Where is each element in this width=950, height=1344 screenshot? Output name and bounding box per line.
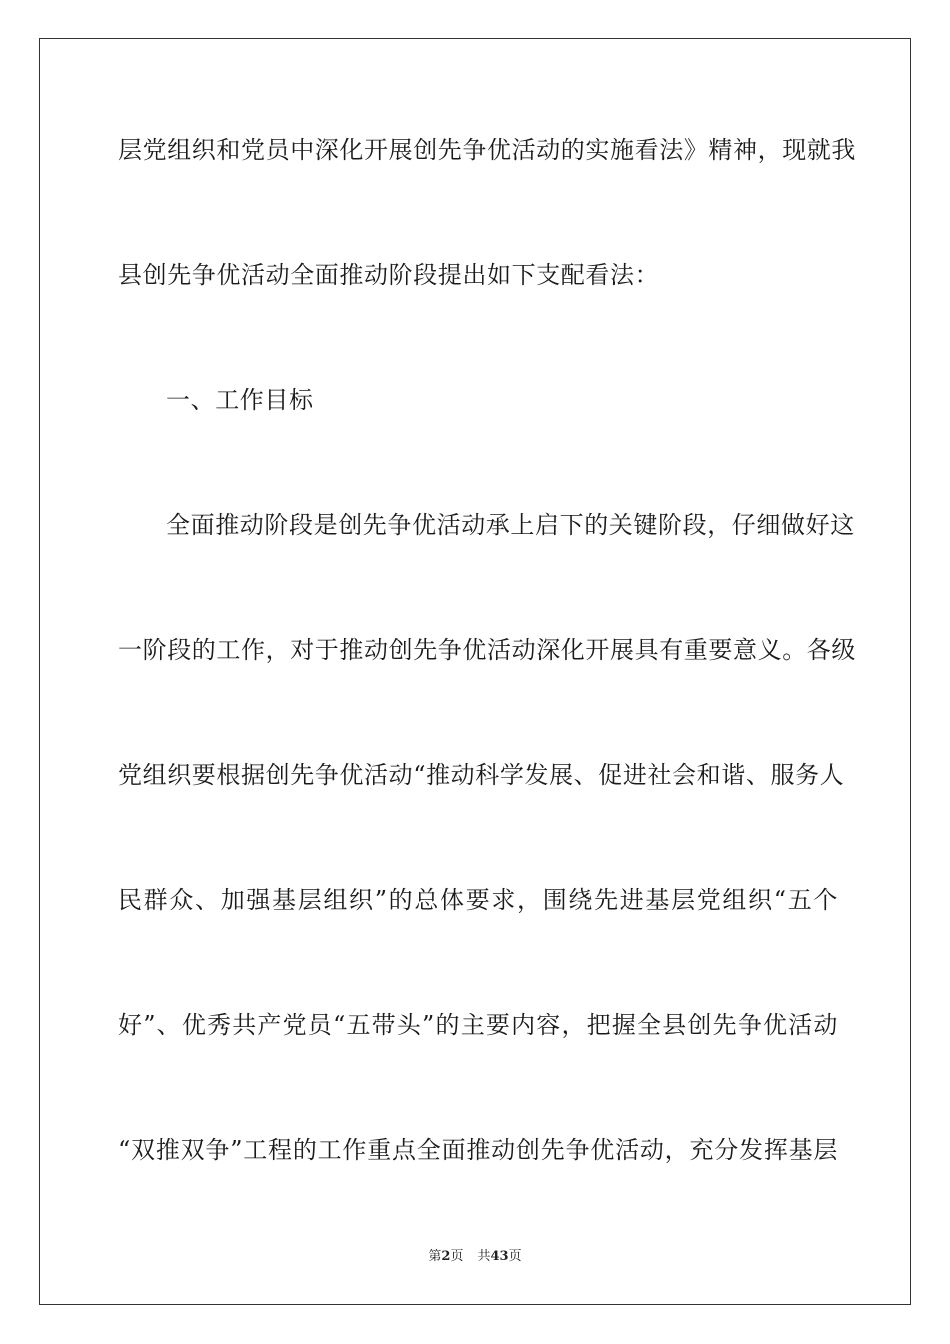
paragraph-line-8: “双推双争”工程的工作重点全面推动创先争优活动，充分发挥基层: [118, 1136, 838, 1164]
footer-total-pages: 43: [490, 1249, 509, 1264]
footer-page-prefix: 第: [428, 1249, 442, 1264]
footer-page-number: 2: [441, 1249, 451, 1264]
footer-page-suffix: 页: [450, 1249, 464, 1264]
paragraph-line-1: 层党组织和党员中深化开展创先争优活动的实施看法》精神，现就我: [118, 136, 856, 164]
page-frame: [39, 38, 911, 1305]
paragraph-line-2: 县创先争优活动全面推动阶段提出如下支配看法：: [118, 261, 660, 289]
paragraph-line-4: 一阶段的工作，对于推动创先争优活动深化开展具有重要意义。各级: [118, 636, 856, 664]
paragraph-line-3: 全面推动阶段是创先争优活动承上启下的关键阶段，仔细做好这: [166, 511, 855, 539]
paragraph-line-5: 党组织要根据创先争优活动“推动科学发展、促进社会和谐、服务人: [118, 761, 845, 789]
paragraph-line-6: 民群众、加强基层组织”的总体要求，围绕先进基层党组织“五个: [118, 886, 838, 914]
page-footer: [0, 1248, 950, 1266]
footer-total-suffix: 页: [508, 1249, 522, 1264]
footer-total-prefix: 共: [477, 1249, 491, 1264]
section-heading: 一、工作目标: [166, 386, 314, 414]
paragraph-line-7: 好”、优秀共产党员“五带头”的主要内容，把握全县创先争优活动: [118, 1011, 838, 1039]
